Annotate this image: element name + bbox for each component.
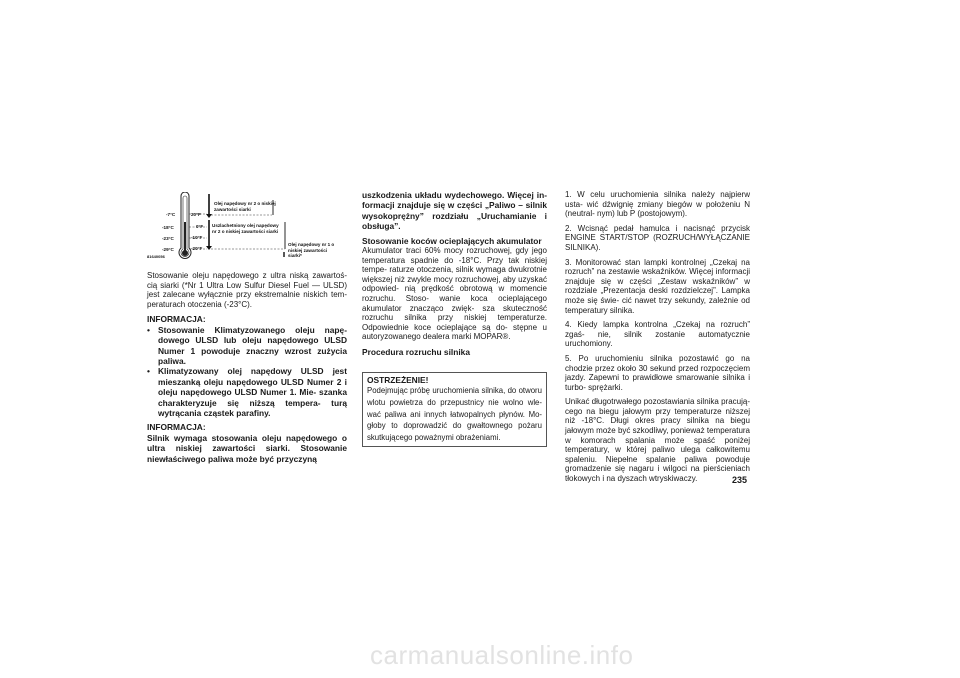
info-paragraph: Silnik wymaga stosowania oleju napędowego o ultra niskiej zawartości siarki. Stosowanie niewłaściwego paliwa może być przyczyną (147, 432, 347, 464)
column-left (147, 271, 347, 464)
temp-f-label: -10°F (191, 235, 203, 240)
warning-title: OSTRZEŻENIE! (367, 375, 429, 386)
step-5: 5. Po uruchomieniu silnika pozostawić go na chodzie przez około 30 sekund przed rozpoczęciem jazdy. Zapewni to prawidłowe smarowanie silnika i turbo- sprężarki. (565, 353, 750, 392)
idle-paragraph: Unikać długotrwałego pozostawiania silnika pracują- cego na biegu jałowym przy temperaturze niższej niż -18°C. Długi okres pracy silnika na biegu jałowym może być szkodliwy, ponieważ temperatura w komorach spalania może spaść poniżej temperatury, w której paliwo ulega całkowitemu spaleniu. Niepełne spalanie paliwa powoduje gromadzenie się nagaru i wilgoci na pierścieniach tłokowych i na dyszach wtryskiwaczy. (565, 397, 750, 484)
info-heading: INFORMACJA: (147, 422, 206, 433)
temp-c-label: -23°C (162, 236, 174, 241)
temp-c-label: -29°C (162, 247, 174, 252)
temp-c-label: -18°C (162, 225, 174, 230)
watermark: carmanualsonline.info (370, 640, 634, 670)
figure-code: 81640056 (147, 254, 165, 259)
intro-paragraph: Stosowanie oleju napędowego z ultra niską zawartoś- cią siarki (*Nr 1 Ultra Low Sulfur Diesel Fuel — ULSD) jest zalecane wyłącznie przy ekstremalnie niskich tem- peraturach otoczenia (-23°C). (147, 271, 347, 309)
list-item: • Stosowanie Klimatyzowanego oleju napę- dowego ULSD lub oleju napędowego ULSD Numer 1 powoduje znaczny wzrost zużycia paliwa. (147, 324, 347, 366)
section-heading-start-procedure: Procedura rozruchu silnika (362, 346, 470, 357)
page-number: 235 (732, 475, 748, 485)
band-label-winterized: Uszlachetniony olej napędowy nr 2 o niskiej zawartości siarki (212, 223, 279, 234)
continued-paragraph: uszkodzenia układu wydechowego. Więcej in- formacji znajduje się w części „Paliwo – silnik wysokoprężny” rozdziału „Uruchamianie i obsługa”. (362, 190, 547, 232)
temp-f-label: 20°F (191, 212, 201, 217)
temp-f-label: 0°F (196, 224, 204, 229)
info-bullet-list (147, 325, 347, 419)
column-right (565, 190, 750, 484)
fuel-temperature-figure (147, 192, 347, 260)
temp-c-label: -7°C (166, 212, 176, 217)
info-heading: INFORMACJA: (147, 314, 206, 325)
warning-box (362, 372, 547, 447)
warning-text: Podejmując próbę uruchomienia silnika, do otworu wlotu powietrza do przepustnicy nie wolno wle- wać paliwa ani innych łatwopalnych płynów. Mo- głoby to doprowadzić do gwałtownego pożaru skutkującego poważnymi obrażeniami. (367, 386, 542, 442)
battery-heater-paragraph: Akumulator traci 60% mocy rozruchowej, gdy jego temperatura spadnie do -18°C. Przy tak niskiej tempe- raturze otoczenia, silnik wymaga dwukrotnie większej niż zwykle mocy rozruchowej, aby uzyskać odpowied- nią prędkość obrotową w momencie rozruchu. Stoso- wanie koca ocieplającego akumulator znacząco zwięk- sza skuteczność rozruchu silnika przy niskiej temperaturze. Odpowiednie koce ocieplające są do- stępne u autoryzowanego dealera marki MOPAR®. (362, 246, 547, 342)
step-2: 2. Wcisnąć pedał hamulca i nacisnąć przycisk ENGINE START/STOP (ROZRUCH/WYŁĄCZANIE SILNIKA). (565, 223, 750, 252)
section-heading-battery-heater: Stosowanie koców ocieplających akumulator (362, 235, 542, 246)
step-4: 4. Kiedy lampka kontrolna „Czekaj na rozruch” zgaś- nie, silnik zostanie automatycznie uruchomiony. (565, 320, 750, 349)
column-middle (362, 190, 547, 447)
step-3: 3. Monitorować stan lampki kontrolnej „Czekaj na rozruch” na zestawie wskaźników. Więcej informacji znajduje się w części „Zestaw wskaźników” w rozdziale „Prezentacja deski rozdzielczej”. Lampka może się świe- cić nawet trzy sekundy, zależnie od temperatury silnika. (565, 257, 750, 315)
list-item: • Klimatyzowany olej napędowy ULSD jest mieszanką oleju napędowego ULSD Numer 2 i oleju napędowego ULSD Numer 1. Mie- szanka charakteryzuje się niższą tempera- turą wytrącania cząstek parafiny. (147, 366, 347, 419)
step-1: 1. W celu uruchomienia silnika należy najpierw usta- wić dźwignię zmiany biegów w położeniu N (neutral- nym) lub P (postojowym). (565, 190, 750, 219)
temp-f-label: -20°F (191, 246, 203, 251)
band-label-no1: Olej napędowy nr 1 o niskiej zawartości siarki* (288, 242, 335, 259)
band-label-no2: Olej napędowy nr 2 o niskiej zawartości siarki (214, 201, 276, 212)
